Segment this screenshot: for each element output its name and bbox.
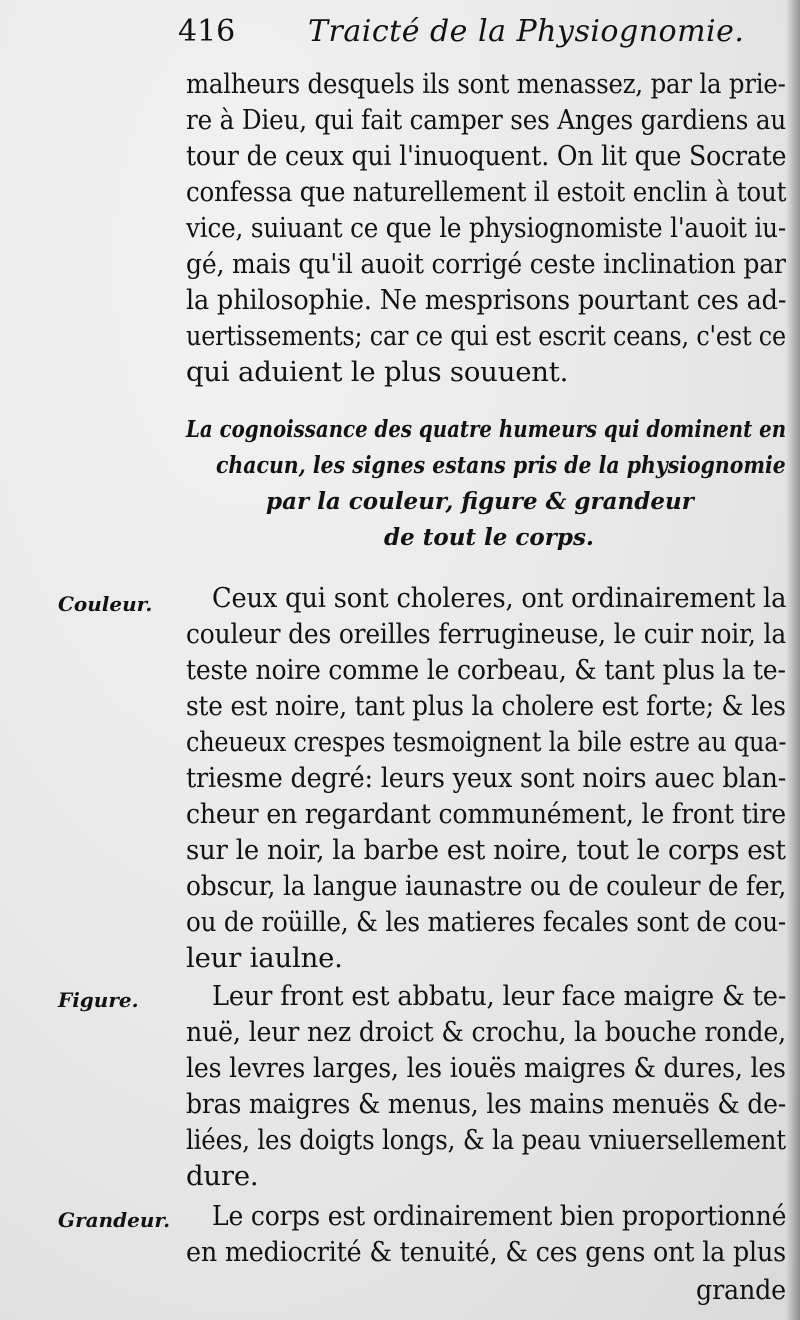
running-title: Traicté de la Physiognomie. bbox=[308, 14, 745, 49]
paragraph-line: ou de roüille, & les matieres fecales sont de cou- bbox=[186, 906, 786, 938]
paragraph-line: triesme degré: leurs yeux sont noirs auec blan- bbox=[186, 762, 787, 794]
paragraph-line: re à Dieu, qui fait camper ses Anges gardiens au bbox=[186, 104, 787, 136]
page-edge-shadow bbox=[786, 0, 800, 1320]
paragraph-line: leur iaulne. bbox=[186, 942, 343, 974]
paragraph-line: cheur en regardant communément, le front tire bbox=[186, 798, 786, 830]
catchword: grande bbox=[696, 1274, 787, 1306]
paragraph-line: Leur front est abbatu, leur face maigre & te- bbox=[212, 980, 787, 1012]
paragraph-line: vice, suiuant ce que le physiognomiste l'auoit iu- bbox=[186, 212, 787, 244]
paragraph-line: Le corps est ordinairement bien proportionné bbox=[212, 1200, 787, 1232]
paragraph-line: teste noire comme le corbeau, & tant plus la te- bbox=[186, 654, 786, 686]
paragraph-line: la philosophie. Ne mesprisons pourtant ces ad- bbox=[186, 284, 787, 316]
paragraph-line: uertissements; car ce qui est escrit ceans, c'est ce bbox=[186, 320, 786, 352]
paragraph-line: cheueux crespes tesmoignent la bile estre au qua- bbox=[186, 726, 787, 758]
paragraph-line: ste est noire, tant plus la cholere est forte; & les bbox=[186, 690, 786, 722]
paragraph-line: sur le noir, la barbe est noire, tout le corps est bbox=[186, 834, 786, 866]
paragraph-line: en mediocrité & tenuité, & ces gens ont la plus bbox=[186, 1236, 786, 1268]
section-heading-line: de tout le corps. bbox=[384, 524, 594, 551]
paragraph-line: dure. bbox=[186, 1160, 259, 1192]
paragraph-line: malheurs desquels ils sont menassez, par la prie- bbox=[186, 68, 786, 100]
page-number: 416 bbox=[178, 14, 236, 49]
margin-note-couleur: Couleur. bbox=[58, 592, 153, 616]
paragraph-line: bras maigres & menus, les mains menuës & de- bbox=[186, 1088, 787, 1120]
paragraph-line: gé, mais qu'il auoit corrigé ceste inclination par bbox=[186, 248, 786, 280]
page-header bbox=[178, 14, 778, 58]
section-heading-line: par la couleur, figure & grandeur bbox=[266, 488, 694, 515]
paragraph-line: tour de ceux qui l'inuoquent. On lit que Socrate bbox=[186, 140, 787, 172]
paragraph-line: liées, les doigts longs, & la peau vniuersellement bbox=[186, 1124, 786, 1156]
paragraph-line: obscur, la langue iaunastre ou de couleur de fer, bbox=[186, 870, 787, 902]
paragraph-line: les levres larges, les iouës maigres & dures, les bbox=[186, 1052, 786, 1084]
margin-note-grandeur: Grandeur. bbox=[58, 1208, 171, 1232]
section-heading-line: La cognoissance des quatre humeurs qui dominent en bbox=[186, 416, 787, 443]
paragraph-line: Ceux qui sont choleres, ont ordinairement la bbox=[212, 582, 787, 614]
margin-note-figure: Figure. bbox=[58, 988, 139, 1012]
paragraph-line: couleur des oreilles ferrugineuse, le cuir noir, la bbox=[186, 618, 786, 650]
paragraph-line: nuë, leur nez droict & crochu, la bouche ronde, bbox=[186, 1016, 786, 1048]
paragraph-line: qui aduient le plus souuent. bbox=[186, 356, 569, 388]
paragraph-line: confessa que naturellement il estoit enclin à tout bbox=[186, 176, 787, 208]
section-heading-line: chacun, les signes estans pris de la physiognomie bbox=[216, 452, 786, 479]
